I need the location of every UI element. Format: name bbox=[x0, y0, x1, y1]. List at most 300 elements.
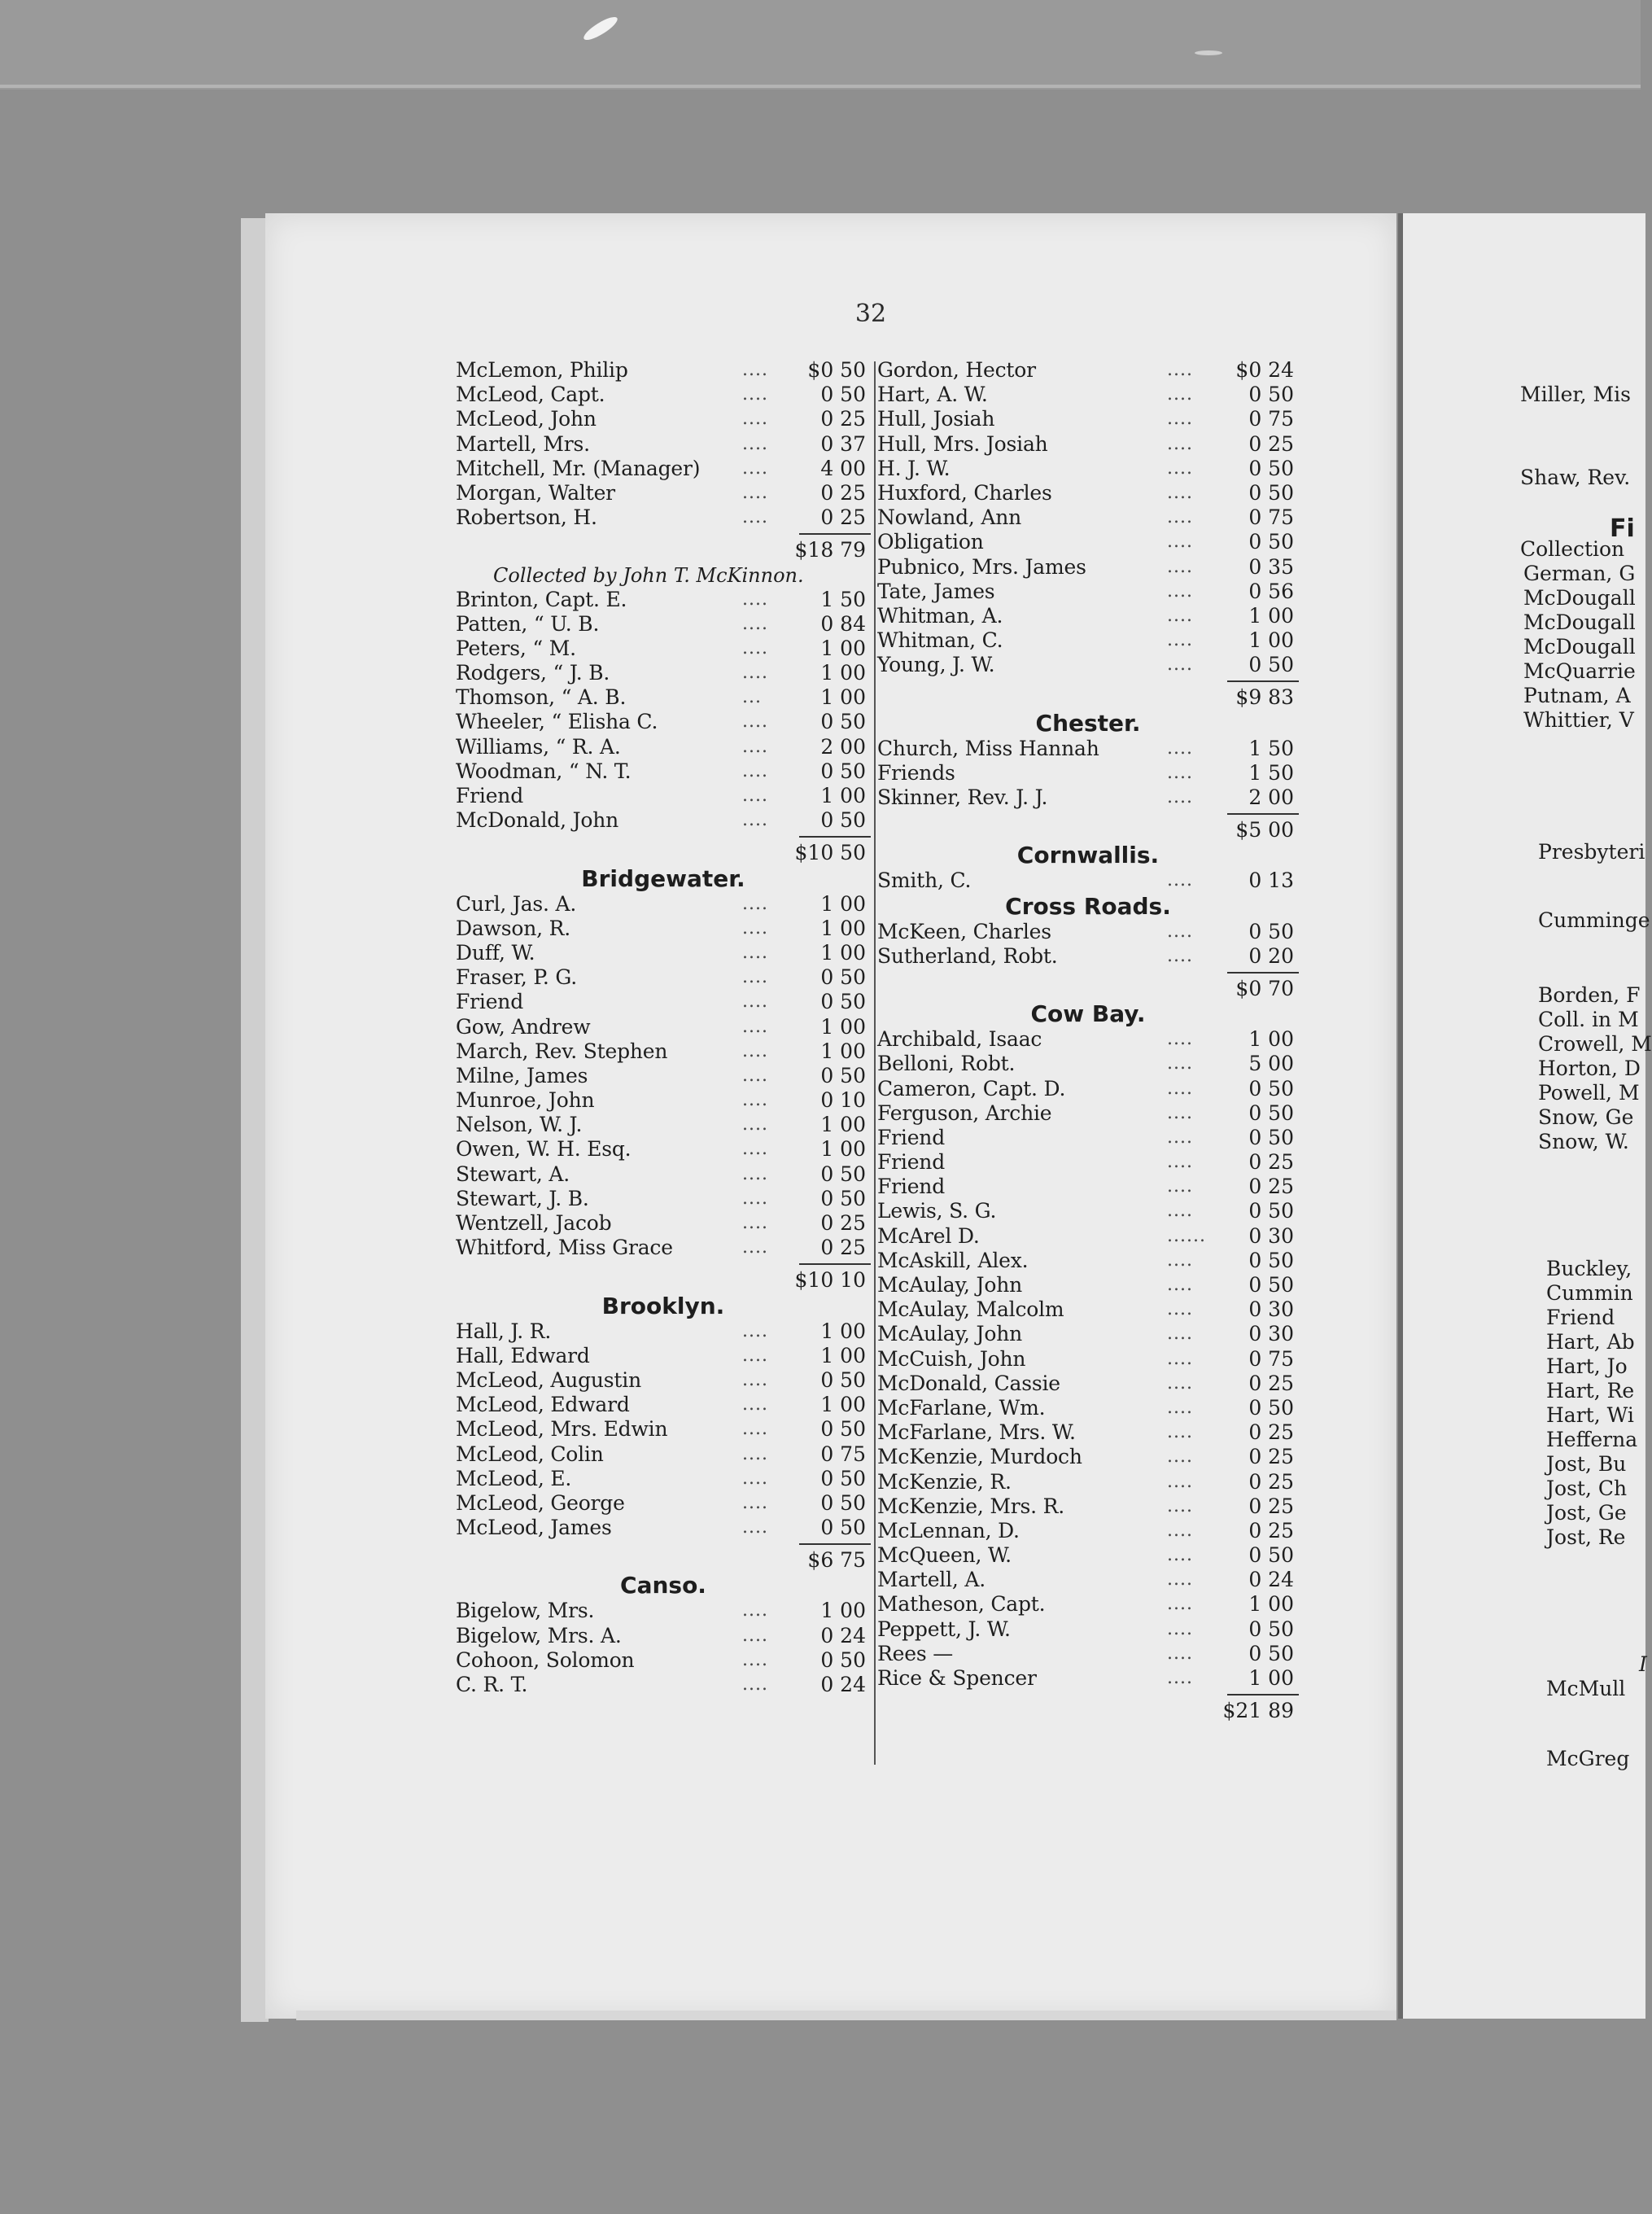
list-item bbox=[877, 457, 1299, 481]
contribution-amount: 0 50 bbox=[820, 710, 866, 734]
right-column bbox=[877, 358, 1299, 1723]
contribution-amount: 0 50 bbox=[820, 759, 866, 783]
contribution-amount: 0 84 bbox=[820, 611, 866, 636]
leader-dots: .... bbox=[742, 1237, 768, 1258]
scan-smudge bbox=[1195, 50, 1222, 55]
adjacent-page-line: Shaw, Rev. bbox=[1520, 466, 1631, 489]
list-item bbox=[456, 759, 871, 784]
leader-dots: .... bbox=[1167, 1495, 1193, 1516]
scanner-bed-edge bbox=[0, 85, 1641, 88]
leader-dots: .... bbox=[1167, 1152, 1193, 1173]
subtotal-amount: $5 00 bbox=[1235, 818, 1294, 842]
contribution-amount: 0 25 bbox=[1248, 1371, 1294, 1395]
list-item bbox=[456, 1211, 871, 1236]
list-item bbox=[877, 1372, 1299, 1396]
contribution-amount: 0 50 bbox=[1248, 480, 1294, 505]
adjacent-page-line: McDougall bbox=[1523, 635, 1636, 659]
adjacent-page-line: Cumminge bbox=[1538, 908, 1650, 932]
adjacent-page-line: Buckley, bbox=[1546, 1257, 1632, 1280]
subtotal-amount: $0 70 bbox=[1235, 976, 1294, 1000]
contribution-amount: 1 00 bbox=[1248, 603, 1294, 628]
list-item bbox=[456, 481, 871, 505]
leader-dots: .... bbox=[742, 1345, 768, 1366]
adjacent-page-line: Miller, Mis bbox=[1520, 383, 1631, 406]
contribution-amount: 0 50 bbox=[820, 1647, 866, 1672]
adjacent-page-line: Whittier, V bbox=[1523, 708, 1634, 732]
contributor-name: Stewart, A. bbox=[456, 1162, 570, 1186]
contribution-amount: 0 50 bbox=[820, 965, 866, 990]
adjacent-page-line: Snow, W. bbox=[1538, 1130, 1629, 1153]
leader-dots: .... bbox=[742, 1492, 768, 1513]
list-item bbox=[456, 685, 871, 710]
contributor-name: Nelson, W. J. bbox=[456, 1113, 583, 1137]
leader-dots: .... bbox=[1167, 580, 1193, 602]
list-item bbox=[456, 710, 871, 734]
contributor-name: March, Rev. Stephen bbox=[456, 1039, 668, 1063]
contribution-amount: 1 00 bbox=[820, 1393, 866, 1417]
contribution-amount: 1 00 bbox=[820, 891, 866, 916]
leader-dots: .... bbox=[1167, 1299, 1193, 1320]
page-edge bbox=[296, 2011, 1396, 2020]
contributor-name: Hall, J. R. bbox=[456, 1319, 552, 1343]
section-heading: Cross Roads. bbox=[1005, 892, 1171, 920]
leader-dots: .... bbox=[742, 785, 768, 806]
contribution-amount: 0 25 bbox=[1248, 1518, 1294, 1542]
list-item bbox=[877, 1617, 1299, 1642]
list-item bbox=[456, 1015, 871, 1039]
contributor-name: McAulay, John bbox=[877, 1322, 1023, 1346]
contributor-name: Friend bbox=[456, 990, 523, 1014]
leader-dots: .... bbox=[742, 433, 768, 454]
list-item bbox=[456, 1393, 871, 1417]
contribution-amount: 0 50 bbox=[1248, 1248, 1294, 1272]
contributor-name: Munroe, John bbox=[456, 1088, 595, 1113]
leader-dots: .... bbox=[742, 360, 768, 380]
contributor-name: Obligation bbox=[877, 530, 984, 554]
contributor-name: Belloni, Robt. bbox=[877, 1052, 1016, 1076]
leader-dots: .... bbox=[1167, 507, 1193, 528]
adjacent-page-line: Snow, Ge bbox=[1538, 1105, 1634, 1129]
list-item bbox=[877, 1126, 1299, 1150]
contributor-name: McDonald, John bbox=[456, 808, 619, 833]
contribution-amount: 0 50 bbox=[820, 1162, 866, 1186]
contributor-name: Duff, W. bbox=[456, 940, 535, 965]
subtotal-amount: $21 89 bbox=[1222, 1699, 1294, 1723]
adjacent-page-line: German, G bbox=[1523, 562, 1636, 585]
contributor-name: Stewart, J. B. bbox=[456, 1186, 589, 1210]
section-heading: Chester. bbox=[1035, 709, 1141, 737]
contribution-amount: 0 50 bbox=[1248, 1543, 1294, 1568]
list-item bbox=[456, 1673, 871, 1697]
contributor-name: Bigelow, Mrs. bbox=[456, 1599, 595, 1623]
list-item bbox=[877, 1273, 1299, 1297]
list-item bbox=[456, 1599, 871, 1623]
leader-dots: .... bbox=[1167, 433, 1193, 454]
contribution-amount: 0 50 bbox=[820, 1466, 866, 1490]
subtotal-row bbox=[877, 1699, 1299, 1723]
contribution-amount: 0 50 bbox=[1248, 653, 1294, 677]
contribution-amount: 0 50 bbox=[1248, 1100, 1294, 1125]
leader-dots: .... bbox=[1167, 1372, 1193, 1394]
contribution-amount: 1 00 bbox=[820, 1319, 866, 1343]
list-item bbox=[456, 917, 871, 941]
leader-dots: .... bbox=[1167, 1029, 1193, 1050]
contributor-name: Dawson, R. bbox=[456, 916, 570, 940]
list-item bbox=[456, 661, 871, 685]
list-item bbox=[877, 761, 1299, 785]
leader-dots: .... bbox=[742, 991, 768, 1013]
leader-dots: .... bbox=[1167, 1249, 1193, 1271]
contributor-name: Martell, Mrs. bbox=[456, 431, 590, 456]
list-item bbox=[456, 1442, 871, 1467]
contributor-name: Whitman, C. bbox=[877, 628, 1003, 653]
list-item bbox=[456, 1137, 871, 1162]
leader-dots: .... bbox=[1167, 1422, 1193, 1443]
section-heading: Bridgewater. bbox=[581, 864, 745, 892]
contribution-amount: 4 00 bbox=[820, 456, 866, 480]
leader-dots: .... bbox=[742, 482, 768, 503]
list-item bbox=[456, 358, 871, 383]
adjacent-page-line: Hart, Wi bbox=[1546, 1403, 1634, 1427]
contribution-amount: 0 37 bbox=[820, 431, 866, 456]
contributor-name: Gow, Andrew bbox=[456, 1014, 591, 1039]
list-item bbox=[456, 1648, 871, 1673]
contributor-name: Gordon, Hector bbox=[877, 358, 1036, 382]
leader-dots: .... bbox=[742, 589, 768, 610]
list-item bbox=[877, 1494, 1299, 1519]
contributor-name: Woodman, “ N. T. bbox=[456, 759, 632, 783]
leader-dots: .... bbox=[742, 1443, 768, 1464]
adjacent-page-line: Horton, D bbox=[1538, 1057, 1641, 1080]
list-item bbox=[456, 407, 871, 431]
contribution-amount: 1 00 bbox=[1248, 1027, 1294, 1052]
contribution-amount: 0 50 bbox=[1248, 1199, 1294, 1223]
contributor-name: McFarlane, Wm. bbox=[877, 1395, 1046, 1420]
subtotal-row bbox=[877, 818, 1299, 842]
leader-dots: .... bbox=[742, 760, 768, 781]
contribution-amount: $0 24 bbox=[1235, 358, 1294, 382]
contributor-name: Martell, A. bbox=[877, 1568, 986, 1592]
adjacent-page-line: Jost, Re bbox=[1546, 1525, 1626, 1549]
contributor-name: Huxford, Charles bbox=[877, 480, 1052, 505]
book-gutter bbox=[241, 218, 269, 2022]
contribution-amount: 0 25 bbox=[820, 407, 866, 431]
list-item bbox=[877, 1592, 1299, 1617]
contributor-name: McLeod, Mrs. Edwin bbox=[456, 1417, 668, 1442]
contribution-amount: 0 56 bbox=[1248, 579, 1294, 603]
subtotal-amount: $18 79 bbox=[794, 538, 866, 562]
contribution-amount: 0 50 bbox=[820, 1490, 866, 1515]
leader-dots: .... bbox=[1167, 1201, 1193, 1222]
contribution-amount: 0 50 bbox=[820, 383, 866, 407]
contributor-name: Friend bbox=[877, 1125, 945, 1149]
contributor-name: Peters, “ M. bbox=[456, 636, 576, 660]
contribution-amount: 0 50 bbox=[1248, 1273, 1294, 1297]
section-heading: Cow Bay. bbox=[1030, 1000, 1146, 1028]
leader-dots: .... bbox=[1167, 409, 1193, 430]
left-column bbox=[456, 358, 871, 1697]
leader-dots: .... bbox=[1167, 1545, 1193, 1566]
contribution-amount: 1 00 bbox=[820, 685, 866, 710]
contribution-amount: 0 25 bbox=[1248, 1420, 1294, 1445]
subtotal-amount: $6 75 bbox=[807, 1548, 866, 1573]
list-item bbox=[877, 1642, 1299, 1666]
contribution-amount: 0 25 bbox=[1248, 1150, 1294, 1175]
contributor-name: Rodgers, “ J. B. bbox=[456, 661, 610, 685]
list-item bbox=[456, 1319, 871, 1344]
contributor-name: McLemon, Philip bbox=[456, 358, 628, 382]
list-item bbox=[877, 653, 1299, 677]
list-item bbox=[877, 1543, 1299, 1568]
contributor-name: McKenzie, Murdoch bbox=[877, 1445, 1082, 1469]
adjacent-page-line: Hart, Re bbox=[1546, 1379, 1635, 1402]
list-item bbox=[456, 432, 871, 457]
leader-dots: ... bbox=[742, 687, 762, 708]
leader-dots: .... bbox=[1167, 457, 1193, 479]
list-item bbox=[877, 1347, 1299, 1372]
contribution-amount: 0 25 bbox=[820, 1211, 866, 1235]
list-item bbox=[456, 808, 871, 833]
leader-dots: .... bbox=[1167, 1594, 1193, 1615]
collector-note: Collected by John T. McKinnon. bbox=[493, 563, 804, 587]
list-item bbox=[456, 1088, 871, 1113]
contributor-name: McKenzie, R. bbox=[877, 1469, 1012, 1494]
leader-dots: .... bbox=[1167, 1471, 1193, 1492]
contributor-name: Matheson, Capt. bbox=[877, 1592, 1046, 1617]
contributor-name: Hart, A. W. bbox=[877, 383, 988, 407]
list-item bbox=[877, 407, 1299, 431]
contribution-amount: 1 00 bbox=[820, 1014, 866, 1039]
list-item bbox=[877, 1519, 1299, 1543]
leader-dots: .... bbox=[1167, 1078, 1193, 1099]
contributor-name: Bigelow, Mrs. A. bbox=[456, 1623, 622, 1647]
contributor-name: Brinton, Capt. E. bbox=[456, 587, 627, 611]
contribution-amount: 0 50 bbox=[820, 990, 866, 1014]
adjacent-page-line: McMull bbox=[1546, 1677, 1626, 1700]
list-item bbox=[456, 588, 871, 612]
leader-dots: .... bbox=[742, 1674, 768, 1695]
adjacent-page-line: Presbyteri bbox=[1538, 840, 1645, 864]
list-item bbox=[877, 530, 1299, 554]
leader-dots: .... bbox=[1167, 787, 1193, 807]
contributor-name: Friend bbox=[877, 1150, 945, 1175]
subtotal-row bbox=[456, 1548, 871, 1573]
leader-dots: .... bbox=[742, 1213, 768, 1233]
contributor-name: McLeod, Edward bbox=[456, 1393, 630, 1417]
total-rule bbox=[877, 810, 1299, 818]
section-heading: Canso. bbox=[620, 1572, 706, 1599]
list-item bbox=[877, 505, 1299, 530]
adjacent-page-line: Hart, Ab bbox=[1546, 1330, 1635, 1354]
contribution-amount: $0 50 bbox=[807, 358, 866, 382]
contributor-name: Friends bbox=[877, 760, 955, 785]
contribution-amount: 0 25 bbox=[1248, 1445, 1294, 1469]
list-item bbox=[456, 990, 871, 1014]
leader-dots: .... bbox=[742, 711, 768, 733]
contribution-amount: 0 50 bbox=[1248, 1076, 1294, 1100]
list-item bbox=[877, 1322, 1299, 1346]
contribution-amount: 0 50 bbox=[1248, 1125, 1294, 1149]
leader-dots: .... bbox=[1167, 1053, 1193, 1074]
leader-dots: .... bbox=[742, 942, 768, 963]
leader-dots: .... bbox=[1167, 630, 1193, 651]
contribution-amount: 1 50 bbox=[1248, 736, 1294, 760]
contributor-name: Fraser, P. G. bbox=[456, 965, 577, 990]
list-item bbox=[877, 580, 1299, 604]
list-item bbox=[456, 1344, 871, 1368]
contributor-name: McArel D. bbox=[877, 1223, 980, 1248]
list-item bbox=[877, 1297, 1299, 1322]
page-number: 32 bbox=[854, 300, 887, 328]
total-rule bbox=[456, 833, 871, 841]
list-item bbox=[877, 1077, 1299, 1101]
contribution-amount: 0 25 bbox=[1248, 1469, 1294, 1494]
leader-dots: .... bbox=[1167, 1668, 1193, 1688]
contribution-amount: 0 20 bbox=[1248, 943, 1294, 968]
adjacent-page-line: McGreg bbox=[1546, 1747, 1630, 1770]
list-item bbox=[456, 1064, 871, 1088]
contribution-amount: 0 75 bbox=[820, 1442, 866, 1466]
leader-dots: .... bbox=[742, 637, 768, 659]
contribution-amount: 2 00 bbox=[820, 734, 866, 759]
leader-dots: .... bbox=[1167, 1324, 1193, 1345]
adjacent-page-line: Borden, F bbox=[1538, 983, 1641, 1007]
contribution-amount: 0 30 bbox=[1248, 1322, 1294, 1346]
contributor-name: Curl, Jas. A. bbox=[456, 891, 577, 916]
list-item bbox=[456, 1113, 871, 1137]
contributor-name: McLeod, Augustin bbox=[456, 1367, 641, 1392]
contributor-name: McKeen, Charles bbox=[877, 919, 1051, 943]
contributor-name: McLeod, George bbox=[456, 1490, 625, 1515]
contribution-amount: 0 75 bbox=[1248, 505, 1294, 530]
contribution-amount: 0 50 bbox=[1248, 1395, 1294, 1420]
contributor-name: Nowland, Ann bbox=[877, 505, 1022, 530]
contributor-name: Robertson, H. bbox=[456, 505, 597, 530]
list-item bbox=[456, 637, 871, 661]
adjacent-page-line: McQuarrie bbox=[1523, 659, 1636, 683]
contributor-name: Pubnico, Mrs. James bbox=[877, 554, 1086, 579]
list-item bbox=[877, 1101, 1299, 1126]
contributor-name: McFarlane, Mrs. W. bbox=[877, 1420, 1076, 1445]
contribution-amount: 0 50 bbox=[820, 1516, 866, 1540]
contributor-name: Williams, “ R. A. bbox=[456, 734, 621, 759]
adjacent-page bbox=[1398, 213, 1652, 2019]
leader-dots: .... bbox=[742, 1369, 768, 1390]
contribution-amount: 0 24 bbox=[820, 1673, 866, 1696]
list-item bbox=[456, 612, 871, 637]
list-item bbox=[456, 457, 871, 481]
contribution-amount: 1 00 bbox=[820, 1343, 866, 1367]
leader-dots: .... bbox=[1167, 605, 1193, 626]
list-item bbox=[456, 892, 871, 917]
list-item bbox=[456, 941, 871, 965]
list-item bbox=[877, 481, 1299, 505]
list-item bbox=[877, 1445, 1299, 1469]
adjacent-page-line: McDougall bbox=[1523, 610, 1636, 634]
contribution-amount: 0 25 bbox=[1248, 1494, 1294, 1518]
leader-dots: .... bbox=[742, 736, 768, 757]
leader-dots: .... bbox=[742, 1600, 768, 1621]
contributor-name: H. J. W. bbox=[877, 456, 951, 480]
leader-dots: .... bbox=[742, 967, 768, 988]
total-rule bbox=[877, 677, 1299, 685]
leader-dots: .... bbox=[1167, 1397, 1193, 1418]
leader-dots: .... bbox=[1167, 737, 1193, 759]
contributor-name: Archibald, Isaac bbox=[877, 1027, 1042, 1052]
contributor-name: Peppett, J. W. bbox=[877, 1617, 1011, 1641]
contributor-name: Young, J. W. bbox=[877, 653, 995, 677]
contributor-name: McKenzie, Mrs. R. bbox=[877, 1494, 1064, 1518]
list-item bbox=[456, 1236, 871, 1260]
total-rule bbox=[877, 969, 1299, 977]
contributor-name: McLeod, James bbox=[456, 1516, 612, 1540]
adjacent-page-line: Cummin bbox=[1546, 1281, 1633, 1305]
contribution-amount: 0 50 bbox=[820, 1367, 866, 1392]
contribution-amount: 0 25 bbox=[1248, 1175, 1294, 1199]
list-item bbox=[456, 1162, 871, 1187]
adjacent-page-line: Powell, M bbox=[1538, 1081, 1640, 1105]
leader-dots: .... bbox=[742, 1090, 768, 1111]
contributor-name: McQueen, W. bbox=[877, 1543, 1012, 1568]
list-item bbox=[877, 1027, 1299, 1052]
list-item bbox=[456, 1491, 871, 1516]
leader-dots: .... bbox=[742, 1114, 768, 1135]
leader-dots: .... bbox=[742, 457, 768, 479]
contributor-name: Rees — bbox=[877, 1641, 953, 1665]
leader-dots: .... bbox=[742, 1040, 768, 1061]
contribution-amount: 0 30 bbox=[1248, 1297, 1294, 1322]
subtotal-amount: $10 10 bbox=[794, 1268, 866, 1293]
list-item bbox=[456, 383, 871, 407]
scanner-background bbox=[0, 0, 1641, 90]
contribution-amount: 1 50 bbox=[1248, 760, 1294, 785]
contributor-name: McAulay, Malcolm bbox=[877, 1297, 1064, 1322]
contributor-name: Whitford, Miss Grace bbox=[456, 1236, 673, 1260]
contributor-name: Sutherland, Robt. bbox=[877, 943, 1058, 968]
contribution-amount: 0 13 bbox=[1248, 869, 1294, 893]
adjacent-page-line: Jost, Bu bbox=[1546, 1452, 1627, 1476]
leader-dots: .... bbox=[1167, 921, 1193, 942]
contributor-name: McDonald, Cassie bbox=[877, 1371, 1060, 1395]
contributor-name: McCuish, John bbox=[877, 1346, 1026, 1371]
subtotal-row bbox=[456, 841, 871, 865]
contributor-name: McLeod, Colin bbox=[456, 1442, 604, 1466]
contributor-name: Cohoon, Solomon bbox=[456, 1647, 635, 1672]
contributor-name: Friend bbox=[456, 784, 523, 807]
list-item bbox=[877, 1150, 1299, 1175]
adjacent-page-line: Jost, Ge bbox=[1546, 1501, 1627, 1525]
contribution-amount: 1 00 bbox=[820, 661, 866, 685]
list-item bbox=[456, 1516, 871, 1540]
adjacent-page-line: McDougall bbox=[1523, 586, 1636, 610]
adjacent-page-line: Hefferna bbox=[1546, 1428, 1638, 1451]
contributor-name: Wheeler, “ Elisha C. bbox=[456, 710, 658, 734]
contribution-amount: 0 50 bbox=[820, 1186, 866, 1210]
contributor-name: Church, Miss Hannah bbox=[877, 736, 1099, 760]
contribution-amount: 5 00 bbox=[1248, 1052, 1294, 1076]
contribution-amount: 1 00 bbox=[1248, 1666, 1294, 1690]
contribution-amount: 0 50 bbox=[1248, 919, 1294, 943]
list-item bbox=[877, 944, 1299, 969]
leader-dots: .... bbox=[1167, 654, 1193, 676]
contributor-name: Smith, C. bbox=[877, 869, 972, 893]
leader-dots: .... bbox=[742, 1625, 768, 1646]
list-item bbox=[877, 432, 1299, 457]
list-item bbox=[456, 1039, 871, 1064]
leader-dots: .... bbox=[1167, 556, 1193, 577]
list-item bbox=[877, 737, 1299, 761]
list-item bbox=[877, 358, 1299, 383]
